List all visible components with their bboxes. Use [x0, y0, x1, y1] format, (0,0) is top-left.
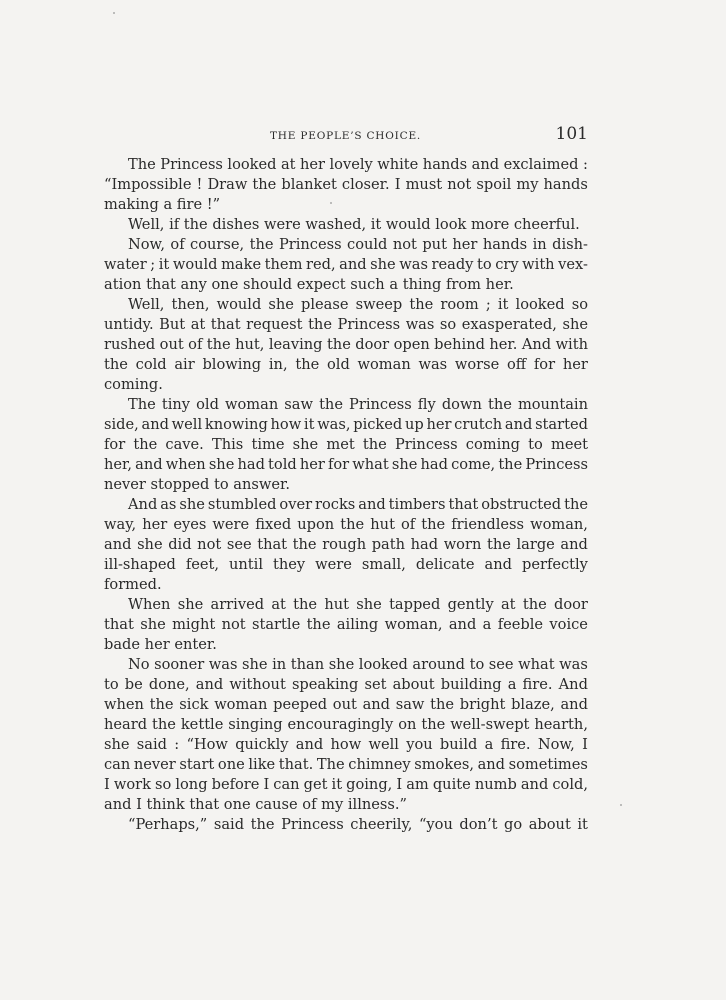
text-line: bade her enter. [104, 636, 217, 653]
text-line: making a fire !” [104, 196, 221, 213]
text-line: that she might not startle the ailing woman, and a feeble voice [104, 616, 588, 633]
text-line: Well, if the dishes were washed, it would look more cheerful. [128, 216, 580, 233]
body-text [104, 155, 588, 835]
text-line: never stopped to answer. [104, 476, 291, 493]
text-line: formed. [104, 576, 162, 593]
text-line: “Impossible ! Draw the blanket closer. I must not spoil my hands [104, 176, 588, 193]
text-line: water ; it would make them red, and she was ready to cry with vex- [104, 256, 588, 273]
text-line: for the cave. This time she met the Princess coming to meet [104, 436, 588, 453]
text-line: side, and well knowing how it was, picked up her crutch and started [104, 416, 588, 433]
text-line: way, her eyes were fixed upon the hut of the friendless woman, [104, 516, 588, 533]
text-line: the cold air blowing in, the old woman was worse off for her [104, 356, 588, 373]
text-line: her, and when she had told her for what she had come, the Princess [104, 456, 588, 473]
page-number: 101 [555, 124, 588, 144]
text-line: No sooner was she in than she looked around to see what was [128, 656, 588, 673]
text-line: And as she stumbled over rocks and timbers that obstructed the [128, 496, 588, 513]
text-line: rushed out of the hut, leaving the door open behind her. And with [104, 336, 588, 353]
text-line: untidy. But at that request the Princess was so exasperated, she [104, 316, 588, 333]
text-line: ill-shaped feet, until they were small, delicate and perfectly [104, 556, 588, 573]
text-line: when the sick woman peeped out and saw the bright blaze, and [104, 696, 588, 713]
paper-speck [620, 804, 622, 806]
text-line: and she did not see that the rough path had worn the large and [104, 536, 588, 553]
paper-speck [113, 12, 115, 14]
paper-speck [330, 202, 332, 204]
text-line: heard the kettle singing encouragingly on the well-swept hearth, [104, 716, 588, 733]
text-line: I work so long before I can get it going, I am quite numb and cold, [104, 776, 588, 793]
text-line: and I think that one cause of my illness.” [104, 796, 407, 813]
text-line: coming. [104, 376, 163, 393]
running-head [104, 126, 588, 146]
text-line: she said : “How quickly and how well you build a fire. Now, I [104, 736, 588, 753]
running-title: THE PEOPLE’S CHOICE. [270, 130, 422, 142]
text-line: to be done, and without speaking set about building a fire. And [104, 676, 588, 693]
text-line: ation that any one should expect such a thing from her. [104, 276, 514, 293]
text-line: Well, then, would she please sweep the room ; it looked so [128, 296, 588, 313]
text-line: The Princess looked at her lovely white hands and exclaimed : [128, 156, 588, 173]
text-line: “Perhaps,” said the Princess cheerily, “you don’t go about it [128, 816, 588, 833]
text-line: The tiny old woman saw the Princess fly down the mountain [128, 396, 588, 413]
text-line: Now, of course, the Princess could not put her hands in dish- [128, 236, 588, 253]
text-line: When she arrived at the hut she tapped gently at the door [128, 596, 588, 613]
text-line: can never start one like that. The chimney smokes, and sometimes [104, 756, 588, 773]
